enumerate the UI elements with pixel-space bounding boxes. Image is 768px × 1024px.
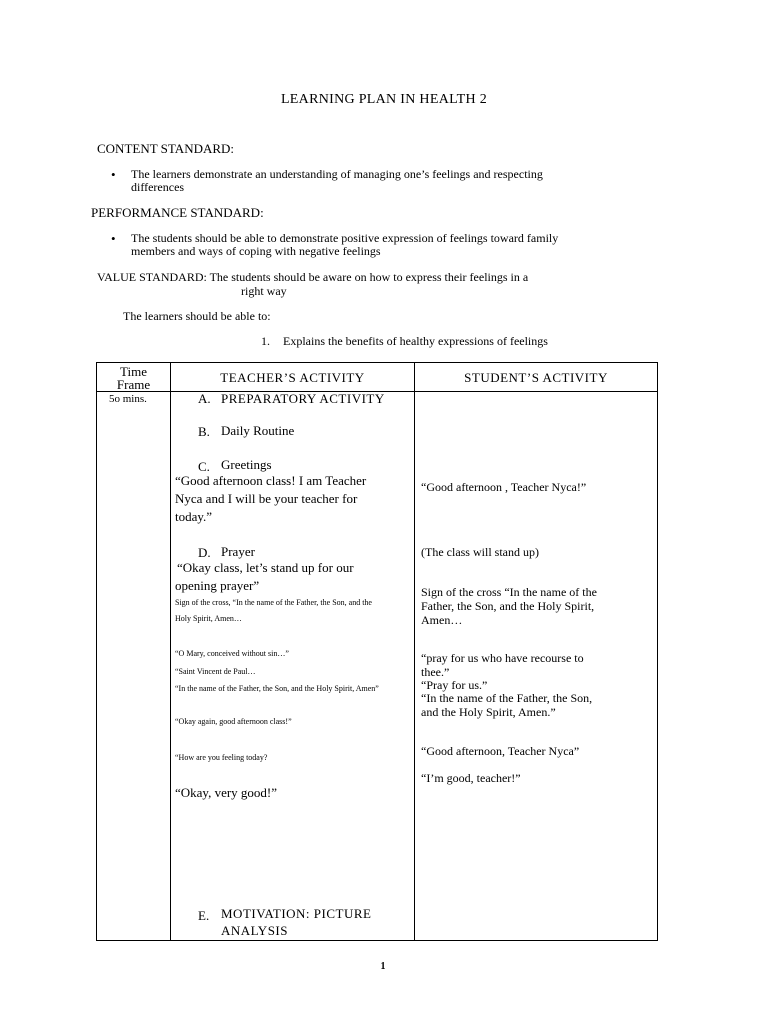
motivation-2: ANALYSIS [221,923,288,938]
student-pray-2: thee.” [421,665,450,679]
item-letter-d: D. [198,545,211,560]
greetings: Greetings [221,457,272,472]
header-time-frame-1: Time [120,364,147,379]
value-standard-line-2: right way [241,284,287,298]
teacher-prayer-2: opening prayer” [175,578,260,593]
student-pray-1: “pray for us who have recourse to [421,651,584,665]
page-number: 1 [380,961,386,972]
performance-standard-text-1: The students should be able to demonstrate positive expression of feelings toward family [131,231,559,245]
daily-routine: Daily Routine [221,423,295,438]
item-letter-e: E. [198,908,210,923]
header-time-frame-2: Frame [116,377,151,392]
item-letter-a: A. [198,391,211,406]
small-in-the-name: “In the name of the Father, the Son, and the Holy Spirit, Amen” [175,684,379,693]
student-pray-5: and the Holy Spirit, Amen.” [421,705,556,719]
header-student-activity: STUDENT’S ACTIVITY [464,370,608,385]
time-value: 5o mins. [109,393,147,405]
student-pray-4: “In the name of the Father, the Son, [421,691,593,705]
teacher-greeting-3: today.” [175,509,213,524]
content-standard-text-1: The learners demonstrate an understanding of managing one’s feelings and respecting [131,167,543,181]
header-teacher-activity: TEACHER’S ACTIVITY [220,370,365,385]
student-sign-1: Sign of the cross “In the name of the [421,585,597,599]
student-sign-2: Father, the Son, and the Holy Spirit, [421,599,595,613]
teacher-very-good: “Okay, very good!” [175,785,278,800]
objective-text: Explains the benefits of healthy expressions of feelings [283,334,548,348]
teacher-greeting-1: “Good afternoon class! I am Teacher [175,473,367,488]
small-sign-of-cross-2: Holy Spirit, Amen… [175,614,242,623]
prayer: Prayer [221,544,255,559]
student-reply-greeting: “Good afternoon, Teacher Nyca” [421,744,580,758]
performance-standard-text-2: members and ways of coping with negative feelings [131,244,381,258]
item-letter-c: C. [198,459,210,474]
small-okay-again: “Okay again, good afternoon class!” [175,717,292,726]
small-sign-of-cross-1: Sign of the cross, “In the name of the Father, the Son, and the [175,598,372,607]
student-stand: (The class will stand up) [421,545,539,559]
bullet-icon: • [111,167,116,182]
content-standard-text-2: differences [131,180,185,194]
objective-number: 1. [261,334,270,348]
preparatory-activity: PREPARATORY ACTIVITY [221,391,385,406]
item-letter-b: B. [198,424,210,439]
objectives-intro: The learners should be able to: [123,309,271,323]
page-title: LEARNING PLAN IN HEALTH 2 [280,92,488,107]
student-greeting: “Good afternoon , Teacher Nyca!” [421,480,587,494]
teacher-prayer-1: “Okay class, let’s stand up for our [177,560,354,575]
performance-standard-label: PERFORMANCE STANDARD: [91,205,264,220]
teacher-greeting-2: Nyca and I will be your teacher for [175,491,358,506]
bullet-icon: • [111,231,116,246]
small-o-mary: “O Mary, conceived without sin…” [175,649,289,658]
content-standard-label: CONTENT STANDARD: [97,141,235,156]
student-reply-good: “I’m good, teacher!” [421,771,521,785]
small-how-feeling: “How are you feeling today? [175,753,268,762]
small-saint-vincent: “Saint Vincent de Paul… [175,667,256,676]
student-pray-3: “Pray for us.” [421,678,488,692]
value-standard-line-1: VALUE STANDARD: The students should be aware on how to express their feelings in a [97,270,529,284]
student-sign-3: Amen… [421,613,463,627]
motivation-1: MOTIVATION: PICTURE [221,906,372,921]
